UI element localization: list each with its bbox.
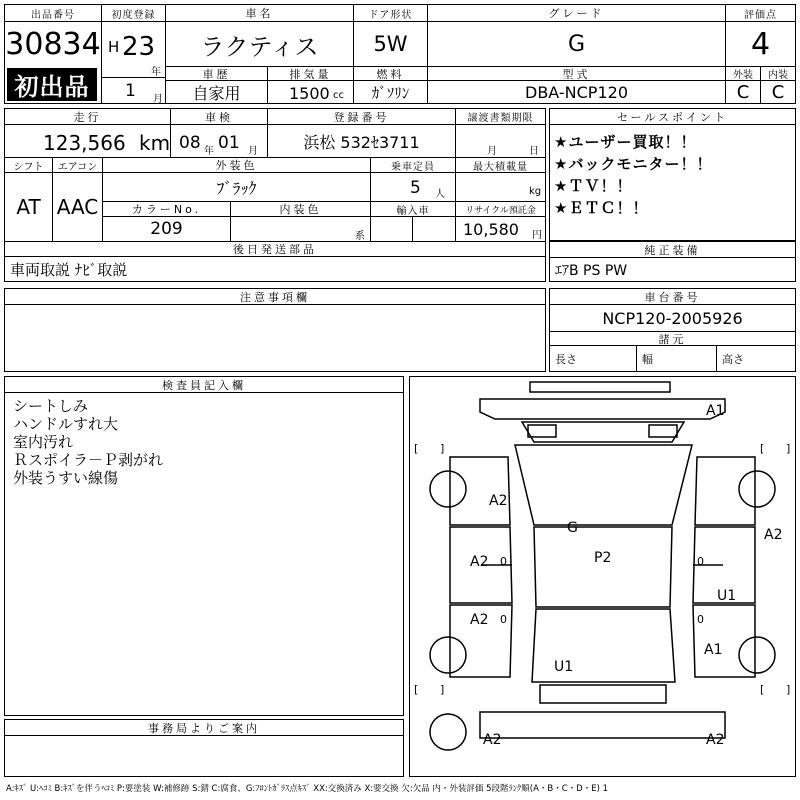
- shift-label: シフト: [5, 157, 52, 173]
- car-name-label: 車名: [165, 5, 353, 22]
- bracket-1: [: [414, 442, 419, 455]
- header-section: [4, 4, 796, 104]
- exterior-grade: C: [725, 81, 760, 103]
- inspection-label: 車検: [170, 109, 267, 125]
- equipment-section: [549, 241, 796, 282]
- inspection-month: 01: [218, 133, 240, 153]
- exterior-color-label: 外装色: [102, 157, 370, 173]
- specs-label: 諸元: [550, 331, 795, 346]
- interior-color-label: 内装色: [230, 201, 370, 217]
- right-front-wheel: [739, 471, 775, 507]
- bracket-3: [: [760, 442, 765, 455]
- spare-wheel: [430, 714, 466, 750]
- registration-no: 浜松 532ｾ3711: [267, 125, 455, 157]
- mark-rear-window: U1: [554, 659, 574, 675]
- import-cell-2: [412, 217, 455, 241]
- shift: AT: [16, 195, 41, 219]
- front-light-left: [528, 425, 556, 437]
- color-no-label: カラーNo.: [102, 201, 230, 217]
- max-load-label: 最大積載量: [455, 157, 545, 173]
- car-name: ラクティス: [165, 22, 353, 66]
- max-load-unit: kg: [529, 186, 542, 197]
- mark-rear-bumper-left: A2: [483, 732, 502, 748]
- mark-front-bumper: A1: [706, 403, 725, 419]
- transfer-deadline-label: 譲渡書類期限: [455, 109, 545, 125]
- notes-section: [4, 288, 546, 372]
- model-type-label: 型式: [427, 66, 725, 81]
- mark-roof: P2: [594, 550, 612, 566]
- fuel: ｶﾞｿﾘﾝ: [353, 81, 427, 103]
- inspector-note-3: 室内汚れ: [13, 433, 74, 451]
- inspection-year-unit: 年: [204, 146, 214, 157]
- displacement-unit: cc: [333, 90, 344, 101]
- inspection-year: 08: [179, 133, 201, 153]
- sales-point-1: ★ユーザー買取！！: [554, 133, 697, 151]
- notes-label: 注意事項欄: [5, 289, 545, 305]
- sales-point-4: ★ＥＴＣ！！: [554, 199, 649, 217]
- bracket-6: ]: [440, 683, 445, 696]
- zero-left-front: 0: [500, 555, 507, 568]
- score-label: 評価点: [725, 5, 795, 22]
- first-registration-label: 初度登録: [101, 5, 165, 22]
- model-type: DBA-NCP120: [427, 81, 725, 103]
- sales-points-label: セールスポイント: [550, 109, 795, 125]
- front-bumper: [480, 399, 725, 419]
- import-label: 輸入車: [370, 201, 455, 217]
- interior-grade-label: 内装: [760, 66, 795, 81]
- equipment-label: 純正装備: [550, 242, 795, 258]
- zero-right-rear: 0: [697, 613, 704, 626]
- details-section: [4, 108, 546, 282]
- inspector-section: [4, 376, 404, 716]
- displacement-label: 排気量: [267, 66, 353, 81]
- inspector-note-2: ハンドルすれ大: [13, 415, 119, 433]
- displacement: 1500: [289, 84, 330, 103]
- fuel-label: 燃料: [353, 66, 427, 81]
- door-type-label: ドア形状: [353, 5, 427, 22]
- interior-grade: C: [760, 81, 795, 103]
- zero-left-rear: 0: [500, 613, 507, 626]
- lot-number: 30834: [5, 26, 101, 62]
- import-cell-1: [370, 217, 412, 241]
- registration-month-unit: 月: [153, 94, 163, 105]
- transfer-month-unit: 月: [487, 146, 497, 157]
- mileage-label: 走行: [5, 109, 170, 125]
- lot-number-label: 出品番号: [5, 5, 101, 22]
- score: 4: [725, 22, 795, 66]
- inspection-month-unit: 月: [248, 146, 258, 157]
- mileage: 123,566: [43, 131, 126, 155]
- aircon: AAC: [52, 173, 102, 241]
- registration-year-unit: 年: [151, 67, 161, 78]
- registration-no-label: 登録番号: [267, 109, 455, 125]
- aircon-label: エアコン: [52, 157, 102, 173]
- car-diagram-section: [409, 376, 796, 777]
- rear-gate: [540, 685, 666, 703]
- right-front-fender: [695, 457, 755, 525]
- inspector-note-4: Ｒスポイラ－Ｐ剥がれ: [13, 451, 164, 469]
- front-bumper-strip: [530, 382, 670, 392]
- chassis-label: 車台番号: [550, 289, 795, 305]
- bracket-8: ]: [786, 683, 791, 696]
- mark-right-rear-panel: U1: [717, 588, 737, 604]
- history: 自家用: [165, 81, 267, 103]
- front-light-right: [649, 425, 677, 437]
- registration-month: 1: [125, 81, 136, 101]
- registration-era: H: [108, 38, 120, 56]
- zero-right-front: 0: [697, 555, 704, 568]
- equipment: ｴｱB PS PW: [555, 262, 628, 279]
- inspector-label: 検査員記入欄: [5, 377, 403, 393]
- exterior-color: ﾌﾞﾗｯｸ: [102, 173, 370, 201]
- chassis-section: [549, 288, 796, 372]
- capacity-unit: 人: [435, 189, 445, 200]
- mileage-unit: km: [139, 131, 171, 155]
- registration-year: 23: [122, 32, 156, 62]
- exterior-grade-label: 外装: [725, 66, 760, 81]
- spec-height: 高さ: [716, 346, 795, 371]
- mark-rear-bumper-right: A2: [706, 732, 725, 748]
- left-front-wheel: [430, 471, 466, 507]
- sales-points-section: [549, 108, 796, 241]
- office-section: [4, 719, 404, 777]
- door-type: 5W: [353, 22, 427, 66]
- windshield: [515, 445, 692, 525]
- bracket-7: [: [760, 683, 765, 696]
- grade-label: グレード: [427, 5, 725, 22]
- car-diagram: [410, 377, 795, 776]
- bracket-2: ]: [440, 442, 445, 455]
- recycle: 10,580: [463, 220, 519, 239]
- inspector-note-1: シートしみ: [13, 397, 89, 415]
- spec-length: 長さ: [555, 352, 577, 366]
- recycle-unit: 円: [532, 230, 542, 241]
- mark-left-rear-door: A2: [470, 612, 489, 628]
- transfer-day-unit: 日: [529, 146, 539, 157]
- later-parts-label: 後日発送部品: [5, 241, 545, 257]
- mark-left-front-fender: A2: [489, 493, 508, 509]
- mark-right-front-door: A2: [764, 527, 783, 543]
- sales-point-3: ★ＴＶ！！: [554, 177, 633, 195]
- bracket-4: ]: [786, 442, 791, 455]
- rear-bumper: [480, 712, 725, 738]
- capacity-label: 乗車定員: [370, 157, 455, 173]
- inspector-note-5: 外装うすい線傷: [13, 469, 119, 487]
- left-front-fender: [450, 457, 510, 525]
- mark-right-quarter: A1: [704, 642, 723, 658]
- chassis-number: NCP120-2005926: [602, 308, 743, 328]
- left-rear-wheel: [430, 637, 466, 673]
- bracket-5: [: [414, 683, 419, 696]
- sales-point-2: ★バックモニター！！: [554, 155, 713, 173]
- interior-color-unit: 系: [355, 231, 365, 242]
- mark-left-front-door: A2: [470, 554, 489, 570]
- office-label: 事務局よりご案内: [5, 720, 403, 736]
- legend: A:ｷｽﾞ U:ﾍｺﾐ B:ｷｽﾞを伴うﾍｺﾐ P:要塗装 W:補修跡 S:錆 C:腐食、G:ﾌﾛﾝﾄｶﾞﾗｽ点ｷｽﾞ XX:交換済み X:要交換 欠:欠品 内・外装評価 5段階ﾗﾝｸ順(A・B・C・D・E) 1: [6, 784, 609, 794]
- capacity: 5: [410, 178, 421, 198]
- roof: [534, 527, 672, 607]
- mark-windshield: G: [567, 520, 578, 536]
- recycle-label: リサイクル預託金: [455, 201, 545, 217]
- first-listing-badge: 初出品: [7, 68, 97, 101]
- grade: G: [427, 22, 725, 66]
- later-parts: 車両取説 ﾅﾋﾞ取説: [10, 260, 128, 279]
- spec-width: 幅: [636, 346, 716, 371]
- history-label: 車歴: [165, 66, 267, 81]
- right-rear-wheel: [739, 637, 775, 673]
- interior-color-cell: [230, 217, 370, 241]
- color-no: 209: [102, 217, 230, 241]
